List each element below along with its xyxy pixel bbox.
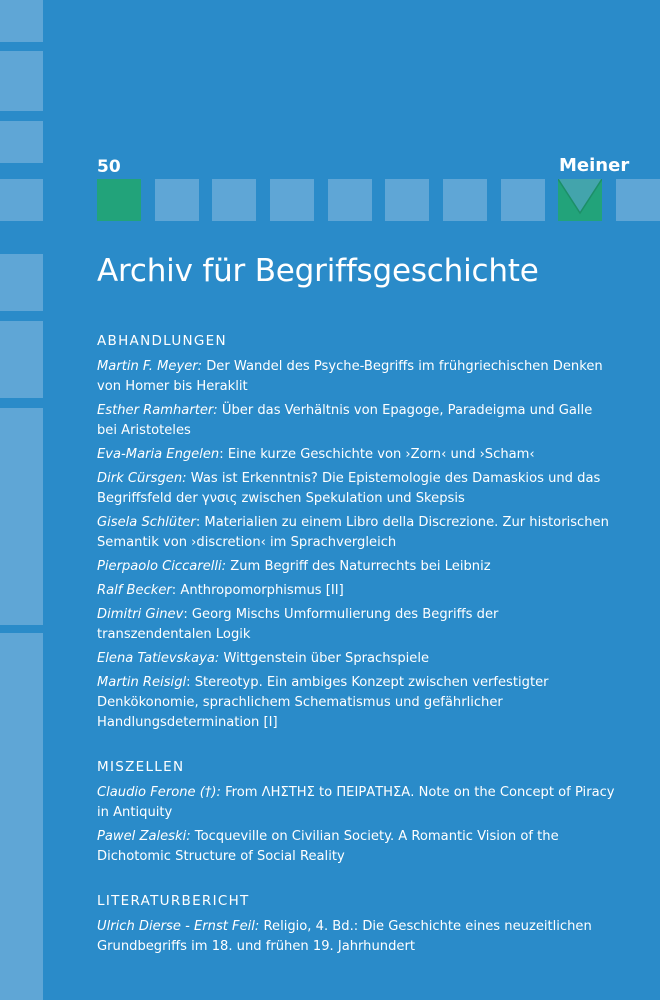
entry-title: Georg Mischs Umformulierung des Begriffs der transzendentalen Logik	[97, 607, 499, 642]
entry-title: Stereotyp. Ein ambiges Konzept zwischen verfestigter Denkökonomie, sprachlichem Schematismus und gefährlicher Handlungsdetermination [I]	[97, 675, 549, 730]
band-square	[501, 179, 545, 221]
left-strip-block	[0, 408, 43, 625]
entry-title: Über das Verhältnis von Epagoge, Paradeigma und Galle bei Aristoteles	[97, 403, 593, 438]
entry-author: Dirk Cürsgen:	[97, 471, 187, 486]
entry-title: Tocqueville on Civilian Society. A Romantic Vision of the Dichotomic Structure of Social Reality	[97, 829, 559, 864]
journal-title: Archiv für Begriffsgeschichte	[97, 253, 539, 289]
entry-author: Ulrich Dierse - Ernst Feil:	[97, 919, 260, 934]
toc-entry	[97, 445, 615, 465]
band-square	[212, 179, 256, 221]
accent-square	[97, 179, 141, 221]
toc-entry	[97, 605, 615, 645]
toc-entry	[97, 673, 615, 733]
entry-title: Eine kurze Geschichte von ›Zorn‹ und ›Scham‹	[223, 447, 535, 462]
publisher-name: Meiner	[559, 155, 630, 176]
toc-entry	[97, 401, 615, 441]
left-strip-block	[0, 254, 43, 311]
entry-separator: :	[171, 583, 177, 598]
section-heading: ABHANDLUNGEN	[97, 333, 227, 349]
entry-title: Zum Begriff des Naturrechts bei Leibniz	[226, 559, 491, 574]
entry-author: Eva-Maria Engelen	[97, 447, 220, 462]
left-strip-block	[0, 51, 43, 111]
entry-author: Pierpaolo Ciccarelli:	[97, 559, 227, 574]
band-square	[616, 179, 660, 221]
entry-separator: :	[195, 515, 201, 530]
section-heading: MISZELLEN	[97, 759, 185, 775]
entry-title: Materialien zu einem Libro della Discrezione. Zur historischen Semantik von ›discretion‹ im Sprachvergleich	[97, 515, 609, 550]
entry-author: Claudio Ferone (†):	[97, 785, 221, 800]
entry-title: Religio, 4. Bd.: Die Geschichte eines neuzeitlichen Grundbegriffs im 18. und frühen 19. Jahrhundert	[97, 919, 592, 954]
toc-entry	[97, 557, 615, 577]
section-abhandlungen	[97, 331, 615, 733]
section-miszellen	[97, 757, 615, 867]
entry-author: Gisela Schlüter	[97, 515, 196, 530]
left-strip-block	[0, 0, 43, 42]
entry-separator: :	[219, 447, 224, 462]
band-square	[385, 179, 429, 221]
toc-entry	[97, 581, 615, 601]
band-square	[155, 179, 199, 221]
left-decorative-strip	[0, 0, 43, 1000]
left-strip-block	[0, 321, 43, 398]
entry-author: Pawel Zaleski:	[97, 829, 191, 844]
entry-author: Dimitri Ginev	[97, 607, 184, 622]
toc-entry	[97, 827, 615, 867]
toc-entry	[97, 357, 615, 397]
section-literaturbericht	[97, 891, 615, 957]
toc-entry	[97, 469, 615, 509]
issue-number: 50	[97, 157, 121, 177]
left-strip-block	[0, 121, 43, 163]
left-strip-block	[0, 633, 43, 1000]
entry-author: Martin Reisigl	[97, 675, 187, 690]
meiner-logo-icon	[558, 179, 602, 221]
entry-separator: :	[186, 675, 191, 690]
toc-entry	[97, 917, 615, 957]
entry-author: Esther Ramharter:	[97, 403, 218, 418]
entry-title: Der Wandel des Psyche-Begriffs im frühgriechischen Denken von Homer bis Heraklit	[97, 359, 603, 394]
entry-title: Wittgenstein über Sprachspiele	[219, 651, 430, 666]
section-spacer	[97, 871, 615, 891]
toc-entry	[97, 783, 615, 823]
table-of-contents	[97, 331, 615, 961]
entry-author: Elena Tatievskaya:	[97, 651, 220, 666]
band-square	[443, 179, 487, 221]
band-square	[270, 179, 314, 221]
section-heading: LITERATURBERICHT	[97, 893, 250, 909]
toc-entry	[97, 649, 615, 669]
entry-title: Anthropomorphismus [II]	[176, 583, 344, 598]
entry-title: From ΛΗΣΤΗΣ to ΠΕΙΡΑΤΗΣΑ. Note on the Concept of Piracy in Antiquity	[97, 785, 615, 820]
entry-title: Was ist Erkenntnis? Die Epistemologie des Damaskios und das Begriffsfeld der γνσις zwischen Spekulation und Skepsis	[97, 471, 601, 506]
toc-entry	[97, 513, 615, 553]
band-square	[328, 179, 372, 221]
entry-author: Ralf Becker	[97, 583, 172, 598]
entry-separator: :	[183, 607, 188, 622]
entry-author: Martin F. Meyer:	[97, 359, 203, 374]
section-spacer	[97, 737, 615, 757]
